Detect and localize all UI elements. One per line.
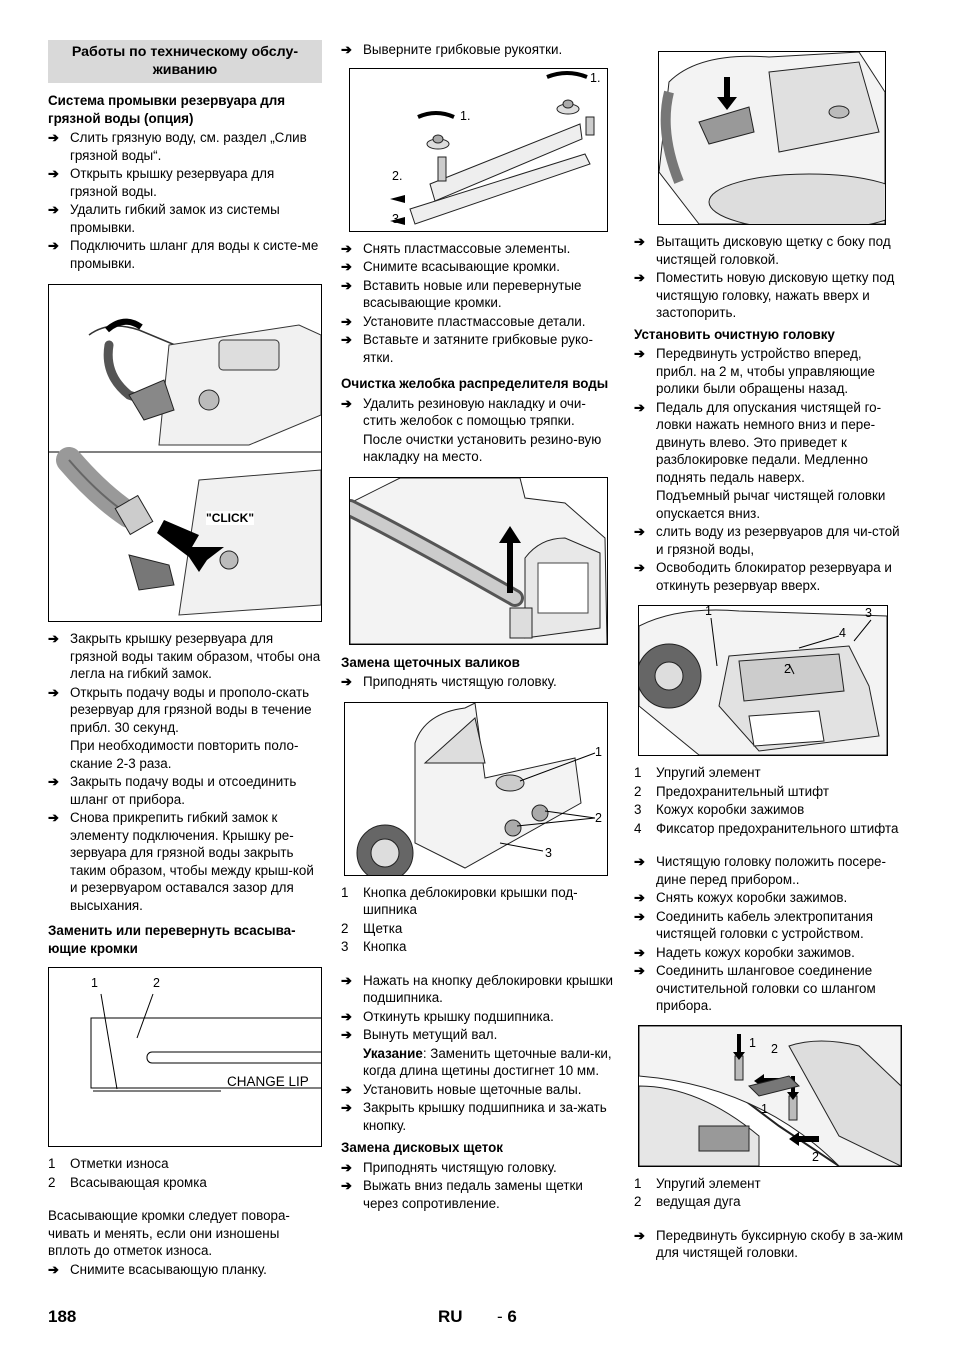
callout-3: 3 [865, 606, 872, 620]
step: ➔ Вставьте и затяните грибковые руко-ятки. [341, 332, 593, 365]
arrow-icon: ➔ [634, 890, 645, 905]
step: ➔ Закрыть крышку подшипника и за-жать кнопку. [341, 1100, 607, 1133]
callout-2: 2 [784, 662, 791, 676]
heading-install-head: Установить очистную головку [634, 326, 835, 342]
callout-2: 2. [392, 168, 403, 183]
step: ➔ Приподнять чистящую головку. [341, 674, 557, 689]
figure-tow-bow [638, 1025, 902, 1167]
arrow-icon: ➔ [341, 1027, 352, 1042]
figure-roller-brush [344, 702, 608, 876]
legend-item: 3 Кожух коробки зажимов [634, 802, 805, 817]
arrow-icon: ➔ [341, 1008, 352, 1024]
step: ➔ Поместить новую дисковую щетку под чистящую головку, нажать вверх и застопорить. [634, 270, 895, 320]
legend-item: 3 Кнопка [341, 939, 407, 954]
callout-1-right: 1. [590, 70, 601, 85]
arrow-icon: ➔ [634, 854, 645, 869]
step: ➔ Снова прикрепить гибкий замок к элементу подключения. Крышку ре-зервуара для грязной воды закрыть таким образом, чтобы между крыш-кой и резервуаром оставался зазор для высыхания. [48, 810, 314, 913]
arrow-icon: ➔ [341, 240, 352, 256]
legend-item: 4 Фиксатор предохранительного штифта [634, 820, 899, 836]
step: ➔ Соединить шланговое соединение очистительной головки со шлангом прибора. [634, 963, 876, 1013]
callout-3: 3. [392, 211, 403, 226]
arrow-icon: ➔ [341, 674, 352, 689]
callout-4: 4 [839, 626, 846, 640]
step: ➔ Приподнять чистящую головку. [341, 1159, 557, 1175]
box-legend [634, 764, 906, 837]
repeat-note: При необходимости повторить поло-скание 2-3 раза. [70, 738, 299, 771]
step: ➔ слить воду из резервуаров для чи-стой и грязной воды, [634, 524, 900, 557]
arrow-icon: ➔ [634, 963, 645, 978]
lip-paragraph: Всасывающие кромки следует повора-чивать и менять, если они изношены вплоть до отметок износа. [48, 1208, 290, 1258]
legend-item: 1 Упругий элемент [634, 1175, 761, 1191]
step: ➔ Снять пластмассовые элементы. [341, 240, 571, 256]
step: ➔ Закрыть крышку резервуара для грязной воды таким образом, чтобы она легла на гибкий замок. [48, 631, 321, 681]
section-title: Работы по техническому обслу-живанию [48, 40, 322, 83]
section-page: - 6 [497, 1307, 517, 1326]
callout-2-bottom: 2 [812, 1149, 819, 1164]
step: ➔ Выжать вниз педаль замены щетки через сопротивление. [341, 1178, 583, 1211]
figure-disc-brush [658, 51, 886, 225]
lever-note: Подъемный рычаг чистящей головки опускается вниз. [656, 488, 886, 521]
arrow-icon: ➔ [48, 684, 59, 700]
legend-item: 2 Всасывающая кромка [48, 1174, 207, 1190]
change-lip-label: CHANGE LIP [227, 1074, 309, 1089]
mount-steps [634, 853, 906, 1015]
arrow-icon: ➔ [341, 313, 352, 329]
heading-roller-brush: Замена щеточных валиков [341, 654, 520, 670]
column-right [634, 40, 906, 1263]
step: ➔ Слить грязную воду, см. раздел „Слив грязной воды“. [48, 130, 307, 163]
step: ➔ Соединить кабель электропитания чистящей головки с устройством. [634, 908, 874, 941]
arrow-icon: ➔ [341, 395, 352, 411]
figure-change-lip [48, 967, 322, 1147]
lip-legend [48, 1155, 322, 1191]
heading-suction-lips: Заменить или перевернуть всасыва-ющие кромки [48, 923, 296, 956]
lip-illustration [49, 968, 321, 1146]
arrow-icon: ➔ [341, 972, 352, 988]
arrow-icon: ➔ [634, 944, 645, 960]
arrow-icon: ➔ [48, 774, 59, 789]
step: ➔ Снять кожух коробки зажимов. [634, 890, 848, 905]
callout-1-top: 1 [749, 1035, 756, 1050]
callout-1-left: 1. [460, 108, 471, 123]
arrow-icon: ➔ [341, 1178, 352, 1193]
step: ➔ Откинуть крышку подшипника. [341, 1008, 554, 1024]
roller-illustration [345, 703, 607, 875]
step: ➔ Установить новые щеточные валы. [341, 1081, 582, 1097]
step: ➔ Подключить шланг для воды к систе-ме промывки. [48, 238, 319, 271]
figure-gutter [349, 477, 608, 645]
note: Указание: Заменить щеточные вали-ки, когда длина щетины достигнет 10 мм. [363, 1045, 612, 1078]
close-steps [48, 630, 322, 914]
step: ➔ Снимите всасывающую планку. [48, 1261, 267, 1277]
callout-1-bottom: 1 [761, 1101, 768, 1116]
step: ➔ Передвинуть буксирную скобу в за-жим для чистящей головки. [634, 1227, 904, 1260]
arrow-icon: ➔ [48, 166, 59, 181]
legend-item: 2 Предохранительный штифт [634, 783, 830, 799]
step: ➔ Педаль для опускания чистящей го-ловки нажать немного вниз и пере-двинуть влево. Это приведет к разблокировке педали. Медленно поднять педаль наверх. [634, 399, 882, 485]
arrow-icon: ➔ [634, 908, 645, 924]
arrow-icon: ➔ [341, 1081, 352, 1097]
step: ➔ Вытащить дисковую щетку с боку под чистящей головкой. [634, 234, 891, 267]
mushroom-illustration [350, 69, 607, 231]
arrow-icon: ➔ [634, 399, 645, 415]
legend-item: 1 Упругий элемент [634, 765, 761, 780]
step: ➔ Закрыть подачу воды и отсоединить шланг от прибора. [48, 774, 297, 807]
callout-2: 2 [595, 810, 602, 825]
callout-3: 3 [545, 845, 552, 860]
disc-illustration [659, 52, 885, 224]
flush-steps [48, 129, 322, 272]
page-footer [0, 1307, 954, 1329]
step: ➔ Удалить резиновую накладку и очи-стить желобок с помощью тряпки. [341, 395, 586, 428]
callout-2: 2 [153, 976, 160, 990]
roller-legend [341, 884, 614, 956]
legend-item: 2 ведущая дуга [634, 1194, 741, 1209]
arrow-icon: ➔ [48, 810, 59, 825]
arrow-icon: ➔ [48, 1261, 59, 1277]
arrow-icon: ➔ [341, 42, 352, 57]
step: ➔ Открыть подачу воды и прополо-скать резервуар для грязной воды в течение прибл. 30 секунд. [48, 684, 312, 735]
arrow-icon: ➔ [341, 277, 352, 293]
legend-item: 1 Отметки износа [48, 1156, 169, 1171]
arrow-icon: ➔ [634, 270, 645, 285]
arrow-icon: ➔ [634, 234, 645, 249]
step: ➔ Вынуть метущий вал. [341, 1027, 498, 1042]
arrow-icon: ➔ [48, 631, 59, 646]
callout-1: 1 [705, 605, 712, 618]
arrow-icon: ➔ [634, 524, 645, 539]
step: ➔ Установите пластмассовые детали. [341, 313, 586, 329]
arrow-icon: ➔ [48, 238, 59, 253]
legend-item: 2 Щетка [341, 920, 403, 936]
step: ➔ Удалить гибкий замок из системы промывки. [48, 202, 280, 235]
arrow-icon: ➔ [341, 259, 352, 274]
arrow-icon: ➔ [634, 346, 645, 361]
figure-mushroom-handles [349, 68, 608, 232]
arrow-icon: ➔ [48, 202, 59, 217]
language-code: RU [438, 1307, 463, 1326]
roller-steps [341, 972, 614, 1135]
figure-terminal-box [638, 605, 888, 756]
step: ➔ Нажать на кнопку деблокировки крышки подшипника. [341, 972, 614, 1005]
column-left [48, 40, 322, 1279]
arrow-icon: ➔ [634, 1227, 645, 1243]
step: ➔ Освободить блокиратор резервуара и откинуть резервуар вверх. [634, 560, 892, 593]
lip-steps [341, 240, 614, 367]
hose-illustration [49, 285, 321, 621]
step: ➔ Снимите всасывающие кромки. [341, 259, 560, 274]
arrow-icon: ➔ [48, 130, 59, 145]
arrow-icon: ➔ [341, 1100, 352, 1115]
tow-bow-illustration [639, 1026, 901, 1166]
gutter-note: После очистки установить резино-вую накладку на место. [363, 431, 602, 464]
step: ➔ Вставить новые или перевернутые всасывающие кромки. [341, 277, 582, 310]
heading-gutter: Очистка желобка распределителя воды [341, 376, 609, 391]
bow-legend [634, 1175, 906, 1211]
click-label: "CLICK" [206, 511, 255, 525]
gutter-illustration [350, 478, 607, 644]
terminal-box-illustration [639, 606, 887, 755]
heading-disc-brush: Замена дисковых щеток [341, 1140, 503, 1155]
step: ➔ Передвинуть устройство вперед, прибл. на 2 м, чтобы управляющие ролики были обращены назад. [634, 346, 875, 396]
step: ➔ Надеть кожух коробки зажимов. [634, 944, 855, 960]
arrow-icon: ➔ [341, 332, 352, 347]
arrow-icon: ➔ [634, 560, 645, 575]
callout-1: 1 [91, 976, 98, 990]
figure-hose-connection [48, 284, 322, 622]
callout-2-top: 2 [771, 1041, 778, 1056]
arrow-icon: ➔ [341, 1159, 352, 1175]
step: ➔ Открыть крышку резервуара для грязной воды. [48, 166, 275, 199]
callout-1: 1 [595, 744, 602, 759]
column-middle [341, 40, 614, 1213]
legend-item: 1 Кнопка деблокировки крышки под-шипника [341, 884, 578, 917]
step: ➔ Выверните грибковые рукоятки. [341, 42, 563, 57]
step: ➔ Чистящую головку положить посере-дине перед прибором.. [634, 854, 886, 887]
page-number: 188 [48, 1307, 77, 1326]
heading-flush-system: Система промывки резервуара для грязной воды (опция) [48, 93, 286, 126]
